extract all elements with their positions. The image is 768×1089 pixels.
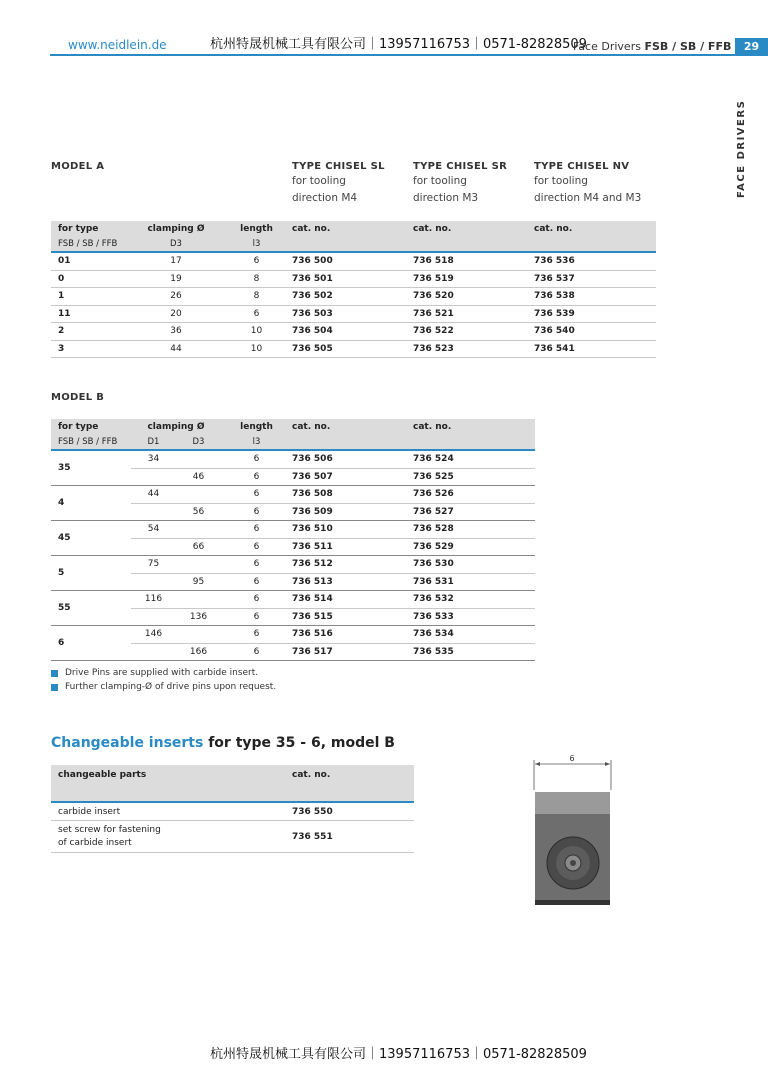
model-a-title: MODEL A <box>51 161 105 172</box>
length-l3-cell: 6 <box>221 591 292 609</box>
clamping-d3-cell <box>176 556 221 574</box>
section-title-bold: FSB / SB / FFB <box>644 40 732 53</box>
header-cat-sr: cat. no. <box>413 419 535 434</box>
header-cat-sr: cat. no. <box>413 221 534 236</box>
note-item <box>51 667 276 681</box>
length-l3-cell: 6 <box>221 538 292 556</box>
table-header-row <box>51 221 656 236</box>
clamping-d3-cell <box>176 626 221 644</box>
header-clamping: clamping Ø <box>131 221 221 236</box>
table-row <box>51 288 656 306</box>
cat-no: 736 550 <box>292 802 414 821</box>
cat-no-sr-cell: 736 519 <box>413 270 534 288</box>
clamping-d1-cell <box>131 608 176 626</box>
for-type-cell: 45 <box>51 521 131 556</box>
clamping-d3-cell: 95 <box>176 573 221 591</box>
length-l3-cell: 6 <box>221 573 292 591</box>
chisel-nv-name: TYPE CHISEL NV <box>534 161 630 172</box>
table-row <box>51 305 656 323</box>
cat-no-sl-cell: 736 500 <box>292 252 413 270</box>
clamping-d3-cell: 36 <box>131 323 221 341</box>
table-row <box>51 340 656 358</box>
clamping-d3-cell: 26 <box>131 288 221 306</box>
vertical-section-label: FACE DRIVERS <box>736 99 747 198</box>
length-l3-cell: 6 <box>221 252 292 270</box>
header-l3: l3 <box>221 236 292 252</box>
chisel-sl-heading <box>292 161 385 207</box>
cat-no-nv-cell: 736 537 <box>534 270 656 288</box>
part-name-line2: of carbide insert <box>58 837 132 848</box>
clamping-d3-cell <box>176 591 221 609</box>
length-l3-cell: 6 <box>221 503 292 521</box>
clamping-d1-cell: 54 <box>131 521 176 539</box>
clamping-d3-cell: 17 <box>131 252 221 270</box>
clamping-d1-cell <box>131 643 176 661</box>
length-l3-cell: 6 <box>221 643 292 661</box>
chisel-sr-line2: direction M3 <box>413 192 479 204</box>
cat-no-sl-cell: 736 508 <box>292 486 413 504</box>
cat-no-sr-cell: 736 524 <box>413 450 535 468</box>
notes <box>51 667 276 694</box>
clamping-d1-cell: 75 <box>131 556 176 574</box>
table-row <box>51 591 535 609</box>
inserts-table <box>51 765 414 853</box>
cat-no-sl-cell: 736 503 <box>292 305 413 323</box>
length-l3-cell: 8 <box>221 288 292 306</box>
header-cat-sl: cat. no. <box>292 419 413 434</box>
cat-no-sr-cell: 736 532 <box>413 591 535 609</box>
table-row <box>51 252 656 270</box>
table-row <box>51 521 535 539</box>
cat-no-sl-cell: 736 504 <box>292 323 413 341</box>
table-row <box>51 450 535 468</box>
dimension-arrow-left <box>535 762 540 766</box>
header-cat-sl: cat. no. <box>292 221 413 236</box>
cat-no-sl-cell: 736 513 <box>292 573 413 591</box>
cat-no-sl-cell: 736 512 <box>292 556 413 574</box>
for-type-cell: 3 <box>51 340 131 358</box>
header-d1: D1 <box>131 434 176 450</box>
cat-no-sr-cell: 736 535 <box>413 643 535 661</box>
header-for-type: for type <box>51 221 131 236</box>
length-l3-cell: 6 <box>221 608 292 626</box>
cat-no-sl-cell: 736 515 <box>292 608 413 626</box>
footer-contact: 杭州特晟机械工具有限公司｜13957116753｜0571-82828509 <box>210 1047 587 1062</box>
clamping-d3-cell: 66 <box>176 538 221 556</box>
note-text: Drive Pins are supplied with carbide insert. <box>65 668 259 678</box>
header-parts: changeable parts <box>51 765 292 802</box>
clamping-d3-cell: 166 <box>176 643 221 661</box>
cat-no-sl-cell: 736 502 <box>292 288 413 306</box>
model-b-table <box>51 419 535 661</box>
model-a-table <box>51 221 656 358</box>
cat-no-sr-cell: 736 527 <box>413 503 535 521</box>
for-type-cell: 2 <box>51 323 131 341</box>
cat-no-sr-cell: 736 522 <box>413 323 534 341</box>
part-name <box>51 821 292 853</box>
length-l3-cell: 6 <box>221 486 292 504</box>
table-row <box>51 323 656 341</box>
clamping-d3-cell <box>176 486 221 504</box>
for-type-cell: 0 <box>51 270 131 288</box>
chisel-sr-heading <box>413 161 507 207</box>
cat-no-sl-cell: 736 501 <box>292 270 413 288</box>
cat-no-sl-cell: 736 510 <box>292 521 413 539</box>
part-name-line1: set screw for fastening <box>58 824 161 835</box>
chisel-nv-line2: direction M4 and M3 <box>534 192 642 204</box>
bullet-square-icon <box>51 684 58 691</box>
cat-no-nv-cell: 736 538 <box>534 288 656 306</box>
table-header-row <box>51 419 535 434</box>
table-header-row <box>51 765 414 802</box>
cat-no-nv-cell: 736 539 <box>534 305 656 323</box>
carbide-insert-drawing <box>528 752 618 912</box>
note-item <box>51 681 276 695</box>
header-length: length <box>221 419 292 434</box>
cat-no-sr-cell: 736 534 <box>413 626 535 644</box>
section-title <box>573 40 731 53</box>
table-subheader-row <box>51 236 656 252</box>
screw-hole <box>570 860 576 866</box>
header-for-type: for type <box>51 419 131 434</box>
for-type-cell: 4 <box>51 486 131 521</box>
part-name: carbide insert <box>51 802 292 821</box>
company-contact: 杭州特晟机械工具有限公司｜13957116753｜0571-82828509 <box>210 37 587 52</box>
chisel-nv-line1: for tooling <box>534 175 588 187</box>
length-l3-cell: 8 <box>221 270 292 288</box>
for-type-cell: 55 <box>51 591 131 626</box>
clamping-d3-cell: 44 <box>131 340 221 358</box>
clamping-d3-cell <box>176 450 221 468</box>
cat-no-sr-cell: 736 518 <box>413 252 534 270</box>
header-d3: D3 <box>131 236 221 252</box>
dimension-label: 6 <box>569 754 575 763</box>
chisel-sr-name: TYPE CHISEL SR <box>413 161 508 172</box>
cat-no-sr-cell: 736 533 <box>413 608 535 626</box>
length-l3-cell: 6 <box>221 305 292 323</box>
length-l3-cell: 10 <box>221 340 292 358</box>
header-for-type-sub: FSB / SB / FFB <box>51 236 131 252</box>
length-l3-cell: 6 <box>221 556 292 574</box>
inserts-title-rest: for type 35 - 6, model B <box>203 735 395 751</box>
header-divider <box>50 54 768 56</box>
table-subheader-row <box>51 434 535 450</box>
table-row <box>51 270 656 288</box>
cat-no-sr-cell: 736 526 <box>413 486 535 504</box>
clamping-d1-cell: 44 <box>131 486 176 504</box>
cat-no-sr-cell: 736 520 <box>413 288 534 306</box>
table-row <box>51 626 535 644</box>
table-row <box>51 486 535 504</box>
chisel-sl-line1: for tooling <box>292 175 346 187</box>
clamping-d3-cell <box>176 521 221 539</box>
clamping-d3-cell: 20 <box>131 305 221 323</box>
cat-no-sr-cell: 736 530 <box>413 556 535 574</box>
cat-no-sl-cell: 736 514 <box>292 591 413 609</box>
for-type-cell: 1 <box>51 288 131 306</box>
chisel-sr-line1: for tooling <box>413 175 467 187</box>
header-cat-nv: cat. no. <box>534 221 656 236</box>
cat-no-sl-cell: 736 505 <box>292 340 413 358</box>
note-text: Further clamping-Ø of drive pins upon request. <box>65 681 277 692</box>
cat-no-sl-cell: 736 509 <box>292 503 413 521</box>
table-row <box>51 821 414 853</box>
cat-no-nv-cell: 736 541 <box>534 340 656 358</box>
header-for-type-sub: FSB / SB / FFB <box>51 434 131 450</box>
cat-no-sl-cell: 736 517 <box>292 643 413 661</box>
cat-no: 736 551 <box>292 821 414 853</box>
for-type-cell: 35 <box>51 450 131 486</box>
clamping-d1-cell: 116 <box>131 591 176 609</box>
cat-no-sl-cell: 736 507 <box>292 468 413 486</box>
cat-no-nv-cell: 736 536 <box>534 252 656 270</box>
bullet-square-icon <box>51 670 58 677</box>
clamping-d3-cell: 46 <box>176 468 221 486</box>
for-type-cell: 11 <box>51 305 131 323</box>
header-length: length <box>221 221 292 236</box>
clamping-d3-cell: 19 <box>131 270 221 288</box>
clamping-d1-cell: 34 <box>131 450 176 468</box>
header-d3: D3 <box>176 434 221 450</box>
website-url[interactable]: www.neidlein.de <box>68 38 167 52</box>
clamping-d1-cell <box>131 573 176 591</box>
for-type-cell: 5 <box>51 556 131 591</box>
chisel-nv-heading <box>534 161 641 207</box>
cat-no-sr-cell: 736 525 <box>413 468 535 486</box>
table-row <box>51 802 414 821</box>
clamping-d1-cell <box>131 538 176 556</box>
header-cat: cat. no. <box>292 765 414 802</box>
header-l3: l3 <box>221 434 292 450</box>
clamping-d3-cell: 56 <box>176 503 221 521</box>
insert-bottom-edge <box>535 900 610 905</box>
model-b-title: MODEL B <box>51 392 105 403</box>
inserts-title <box>51 735 395 751</box>
clamping-d1-cell <box>131 468 176 486</box>
clamping-d1-cell <box>131 503 176 521</box>
for-type-cell: 01 <box>51 252 131 270</box>
length-l3-cell: 6 <box>221 626 292 644</box>
header-clamping: clamping Ø <box>131 419 221 434</box>
length-l3-cell: 6 <box>221 521 292 539</box>
for-type-cell: 6 <box>51 626 131 661</box>
clamping-d3-cell: 136 <box>176 608 221 626</box>
length-l3-cell: 10 <box>221 323 292 341</box>
insert-top-face <box>535 792 610 814</box>
cat-no-sl-cell: 736 511 <box>292 538 413 556</box>
cat-no-sr-cell: 736 531 <box>413 573 535 591</box>
chisel-sl-line2: direction M4 <box>292 192 358 204</box>
table-row <box>51 556 535 574</box>
inserts-title-blue: Changeable inserts <box>51 735 204 751</box>
length-l3-cell: 6 <box>221 450 292 468</box>
dimension-arrow-right <box>605 762 610 766</box>
cat-no-sr-cell: 736 529 <box>413 538 535 556</box>
clamping-d1-cell: 146 <box>131 626 176 644</box>
cat-no-sl-cell: 736 506 <box>292 450 413 468</box>
cat-no-nv-cell: 736 540 <box>534 323 656 341</box>
section-title-prefix: Face Drivers <box>573 40 645 53</box>
cat-no-sl-cell: 736 516 <box>292 626 413 644</box>
cat-no-sr-cell: 736 523 <box>413 340 534 358</box>
length-l3-cell: 6 <box>221 468 292 486</box>
cat-no-sr-cell: 736 528 <box>413 521 535 539</box>
page-number: 29 <box>735 38 768 56</box>
chisel-sl-name: TYPE CHISEL SL <box>292 161 385 172</box>
cat-no-sr-cell: 736 521 <box>413 305 534 323</box>
